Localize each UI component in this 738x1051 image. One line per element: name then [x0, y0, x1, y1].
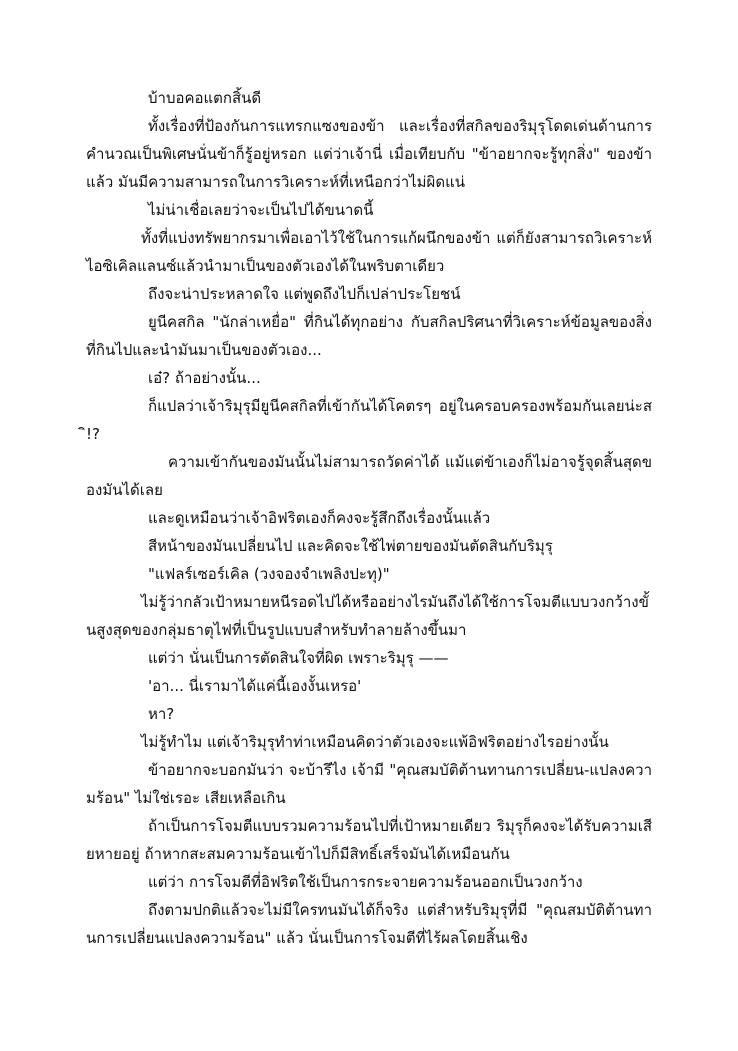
paragraph-19: ถ้าเป็นการโจมตีแบบรวมความร้อนไปที่เป้าหมายเดียว ริมุรุก็คงจะได้รับความเสียหายอยู่ ถ้าหากสะสมความร้อนเข้าไปก็มีสิทธิ์เสร็จมันได้เหมือนกัน — [86, 817, 652, 863]
paragraph-1: บ้าบอคอแตกสิ้นดี — [148, 89, 262, 107]
paragraph-9: ความเข้ากันของมันนั้นไม่สามารถวัดค่าได้ แม้แต่ข้าเองก็ไม่อาจรู้จุดสิ้นสุดของมันได้เลย — [86, 453, 652, 499]
paragraph-10: และดูเหมือนว่าเจ้าอิฟริตเองก็คงจะรู้สึกถึงเรื่องนั้นแล้ว — [148, 509, 491, 527]
paragraph-17: ไม่รู้ทำไม แต่เจ้าริมุรุทำท่าเหมือนคิดว่าตัวเองจะแพ้อิฟริตอย่างไรอย่างนั้น — [141, 733, 609, 751]
paragraph-18: ข้าอยากจะบอกมันว่า จะบ้ารึไง เจ้ามี "คุณสมบัติต้านทานการเปลี่ยน-แปลงความร้อน" ไม่ใช่เรอะ เสียเหลือเกิน — [86, 761, 652, 807]
paragraph-16: หา? — [148, 705, 175, 723]
paragraph-6: ยูนีคสกิล "นักล่าเหยื่อ" ที่กินได้ทุกอย่าง กับสกิลปริศนาที่วิเคราะห์ข้อมูลของสิ่งที่กินไปและนำมันมาเป็นของตัวเอง... — [86, 313, 652, 359]
document-page — [86, 84, 652, 952]
paragraph-7: เอ๋? ถ้าอย่างนั้น... — [148, 369, 261, 387]
paragraph-21: ถึงตามปกติแล้วจะไม่มีใครทนมันได้ก็จริง แต่สำหรับริมุรุที่มี "คุณสมบัติต้านทานการเปลี่ยนแปลงความร้อน" แล้ว นั่นเป็นการโจมตีที่ไร้ผลโดยสิ้นเชิง — [86, 901, 652, 947]
paragraph-20: แต่ว่า การโจมตีที่อิฟริตใช้เป็นการกระจายความร้อนออกเป็นวงกว้าง — [148, 873, 583, 891]
paragraph-8: ก็แปลว่าเจ้าริมุรุมียูนีคสกิลที่เข้ากันได้โคตรๆ อยู่ในครอบครองพร้อมกันเลยน่ะสิ!? — [86, 397, 652, 443]
paragraph-13: ไม่รู้ว่ากลัวเป้าหมายหนีรอดไปได้หรืออย่างไรมันถึงได้ใช้การโจมตีแบบวงกว้างขั้นสูงสุดของกลุ่มธาตุไฟที่เป็นรูปแบบสำหรับทำลายล้างขึ้นมา — [86, 593, 649, 639]
paragraph-14: แต่ว่า นั่นเป็นการตัดสินใจที่ผิด เพราะริมุรุ —— — [148, 649, 449, 667]
paragraph-3: ไม่น่าเชื่อเลยว่าจะเป็นไปได้ขนาดนี้ — [148, 201, 374, 219]
paragraph-15: 'อา... นี่เรามาได้แค่นี้เองงั้นเหรอ' — [148, 677, 362, 695]
paragraph-12: "แฟลร์เซอร์เคิล (วงจองจำเพลิงปะทุ)" — [148, 565, 390, 583]
paragraph-4: ทั้งที่แบ่งทรัพยากรมาเพื่อเอาไว้ใช้ในการแก้ผนึกของข้า แต่ก็ยังสามารถวิเคราะห์ไอซิเคิลแลนซ์แล้วนำมาเป็นของตัวเองได้ในพริบตาเดียว — [86, 229, 652, 275]
paragraph-5: ถึงจะน่าประหลาดใจ แต่พูดถึงไปก็เปล่าประโยชน์ — [148, 285, 461, 303]
paragraph-11: สีหน้าของมันเปลี่ยนไป และคิดจะใช้ไพ่ตายของมันตัดสินกับริมุรุ — [148, 537, 553, 555]
paragraph-2: ทั้งเรื่องที่ป้องกันการแทรกแซงของข้า และเรื่องที่สกิลของริมุรุโดดเด่นด้านการคำนวณเป็นพิเศษนั่นข้าก็รู้อยู่หรอก แต่ว่าเจ้านี่ เมื่อเทียบกับ "ข้าอยากจะรู้ทุกสิ่ง" ของข้าแล้ว มันมีความสามารถในการวิเคราะห์ที่เหนือกว่าไม่ผิดแน่ — [86, 117, 652, 191]
